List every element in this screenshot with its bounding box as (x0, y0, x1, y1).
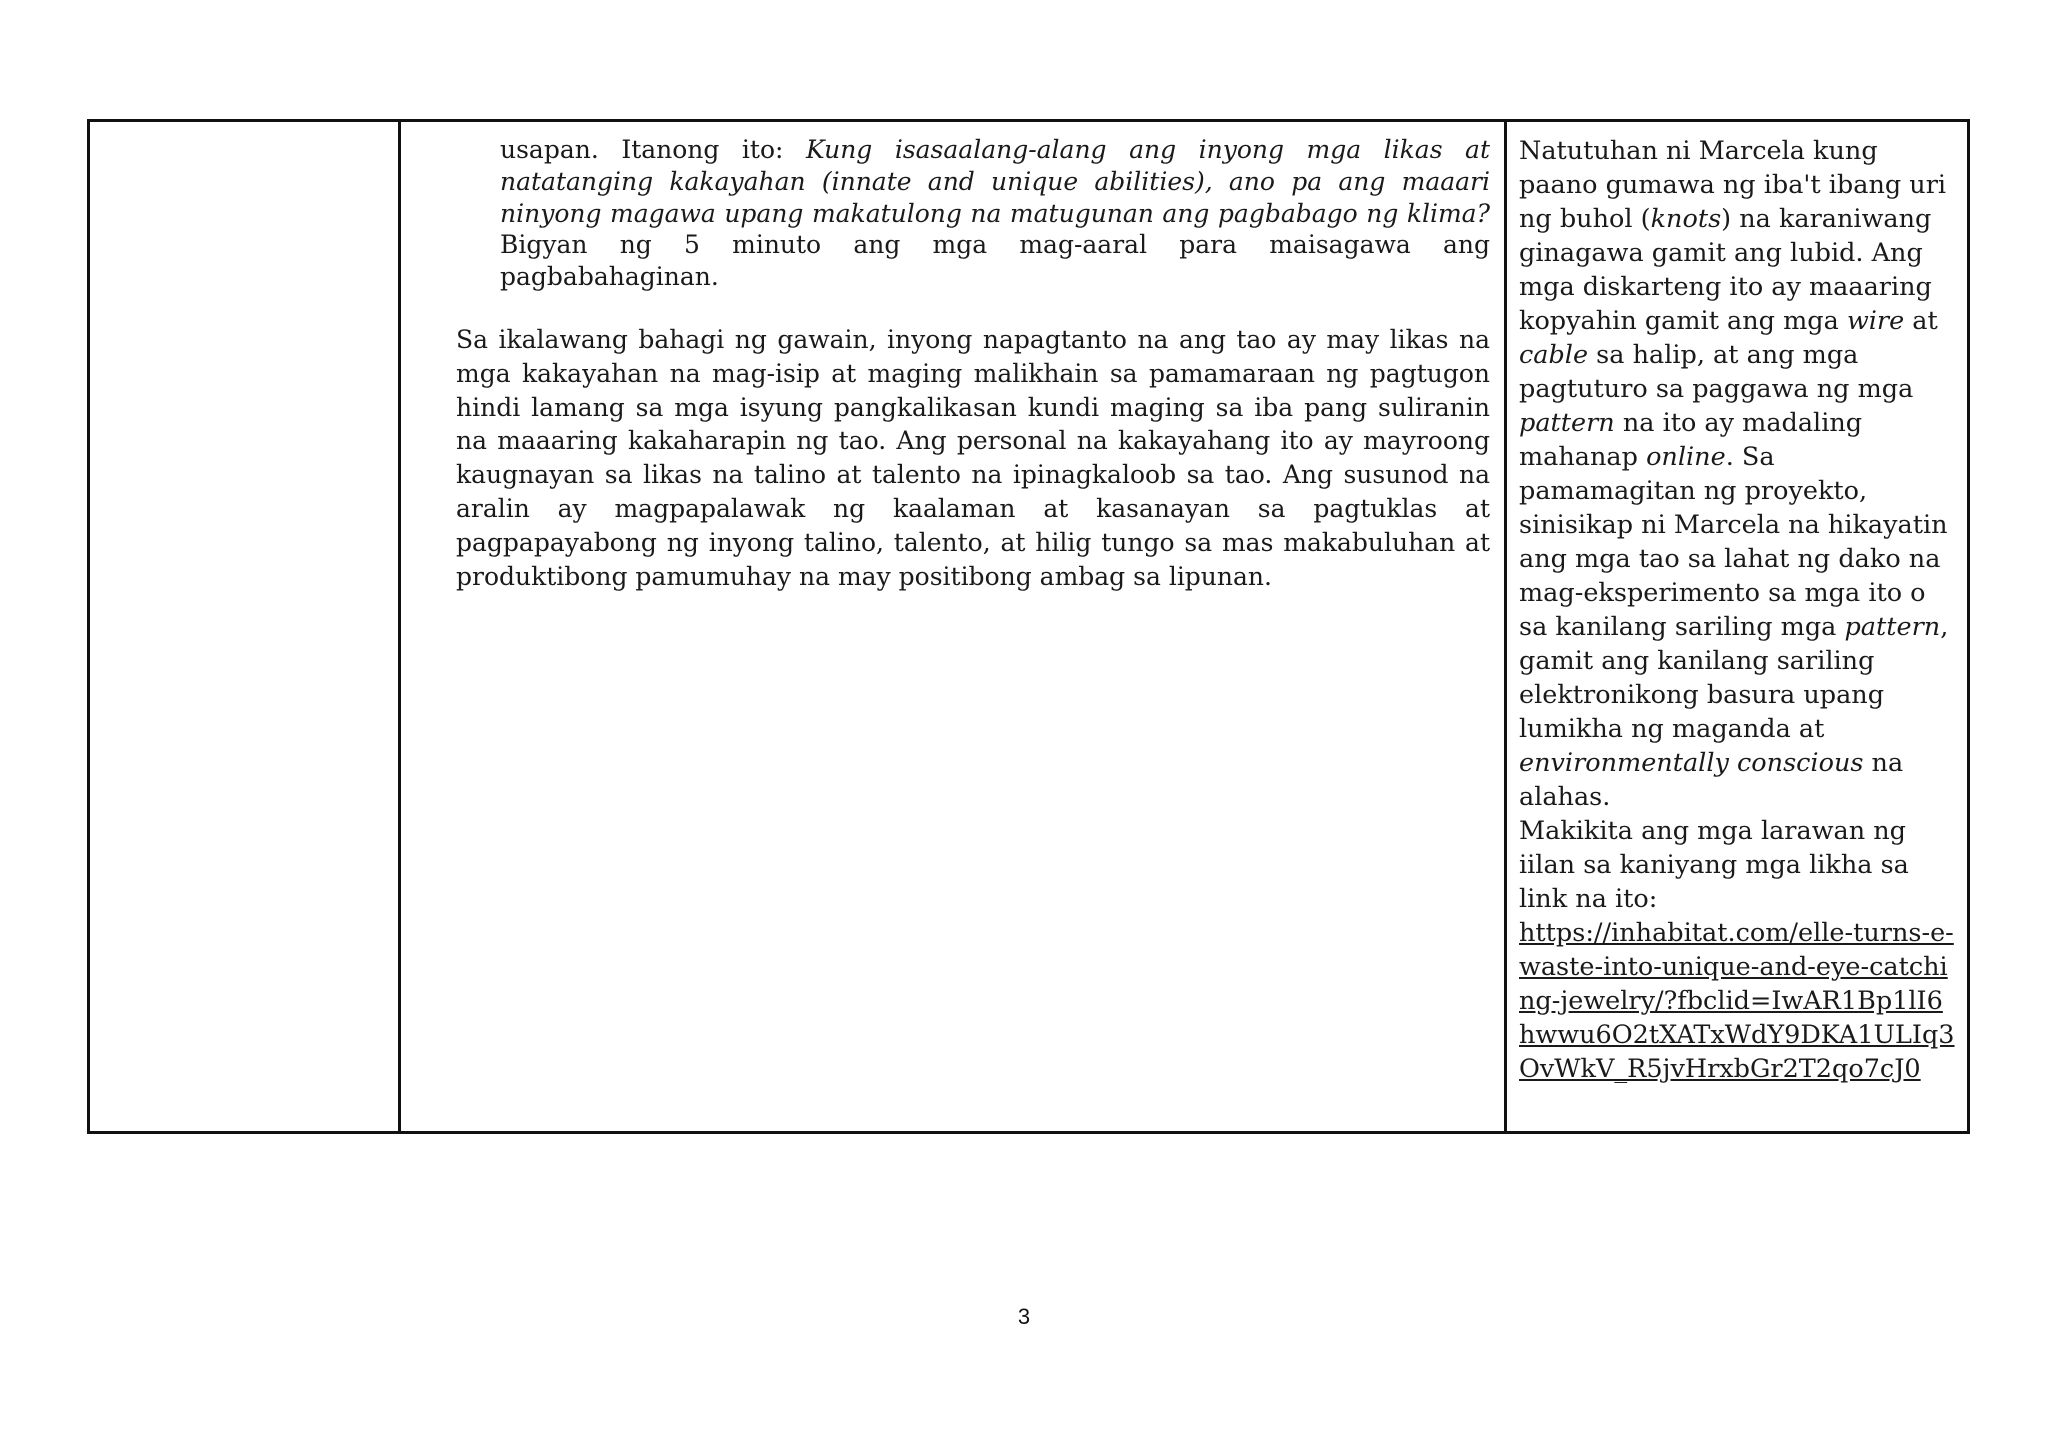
link-container (1519, 916, 1957, 1086)
desc-italic-cable: cable (1519, 340, 1589, 370)
table-cell-left (90, 122, 401, 1131)
desc-italic-online: online (1646, 442, 1726, 472)
desc-text-3: at (1904, 306, 1938, 336)
desc-text-5: na ito ay madaling mahanap (1519, 408, 1863, 472)
desc-text-8: na alahas. (1519, 748, 1904, 812)
desc-text-7: , gamit ang kanilang sariling elektronikong basura upang lumikha ng maganda at (1519, 612, 1949, 744)
prompt-question: Kung isasaalang-alang ang inyong mga likas at natatanging kakayahan (innate and unique abilities), ano pa ang maaari ninyong magawa upang makatulong na matugunan ang pagbabago ng klima? (500, 135, 1490, 228)
desc-italic-environmentally: environmentally conscious (1519, 748, 1864, 778)
desc-text-6: . Sa pamamagitan ng proyekto, sinisikap ni Marcela na hikayatin ang mga tao sa lahat ng dako na mag-eksperimento sa mga ito o sa kanilang sariling mga (1519, 442, 1948, 642)
desc-italic-wire: wire (1846, 306, 1905, 336)
discussion-prompt (500, 134, 1490, 293)
desc-text-4: sa halip, at ang mga pagtuturo sa paggawa ng mga (1519, 340, 1914, 404)
marcela-description (1519, 134, 1957, 814)
desc-italic-pattern-2: pattern (1844, 612, 1941, 642)
table-cell-middle (401, 122, 1507, 1131)
prompt-prefix: usapan. Itanong ito: (500, 135, 806, 164)
desc-text-2: ) na karaniwang ginagawa gamit ang lubid. Ang mga diskarteng ito ay maaaring kopyahin gamit ang mga (1519, 204, 1932, 336)
desc-italic-pattern-1: pattern (1519, 408, 1615, 438)
inhabitat-link[interactable]: https://inhabitat.com/elle-turns-e-waste-into-unique-and-eye-catching-jewelry/?fbclid=IwAR1Bp1lI6hwwu6O2tXATxWdY9DKA1ULIq3OvWkV_R5jvHrxbGr2T2qo7cJ0 (1519, 918, 1955, 1084)
prompt-suffix: Bigyan ng 5 minuto ang mga mag-aaral para maisagawa ang pagbabahaginan. (500, 230, 1490, 292)
summary-paragraph: Sa ikalawang bahagi ng gawain, inyong napagtanto na ang tao ay may likas na mga kakayahan na mag-isip at maging malikhain sa pamamaraan ng pagtugon hindi lamang sa mga isyung pangkalikasan kundi maging sa iba pang suliranin na maaaring kakaharapin ng tao. Ang personal na kakayahang ito ay mayroong kaugnayan sa likas na talino at talento na ipinagkaloob sa tao. Ang susunod na aralin ay magpapalawak ng kaalaman at kasanayan sa pagtuklas at pagpapayabong ng inyong talino, talento, at hilig tungo sa mas makabuluhan at produktibong pamumuhay na may positibong ambag sa lipunan. (456, 324, 1490, 591)
content-table (87, 119, 1970, 1134)
link-intro: Makikita ang mga larawan ng iilan sa kaniyang mga likha sa link na ito: (1519, 816, 1909, 914)
table-cell-right (1507, 122, 1967, 1131)
desc-italic-knots: knots (1650, 204, 1722, 234)
page-number: 3 (1017, 1304, 1031, 1329)
desc-text-1: Natutuhan ni Marcela kung paano gumawa ng iba't ibang uri ng buhol ( (1519, 136, 1947, 234)
